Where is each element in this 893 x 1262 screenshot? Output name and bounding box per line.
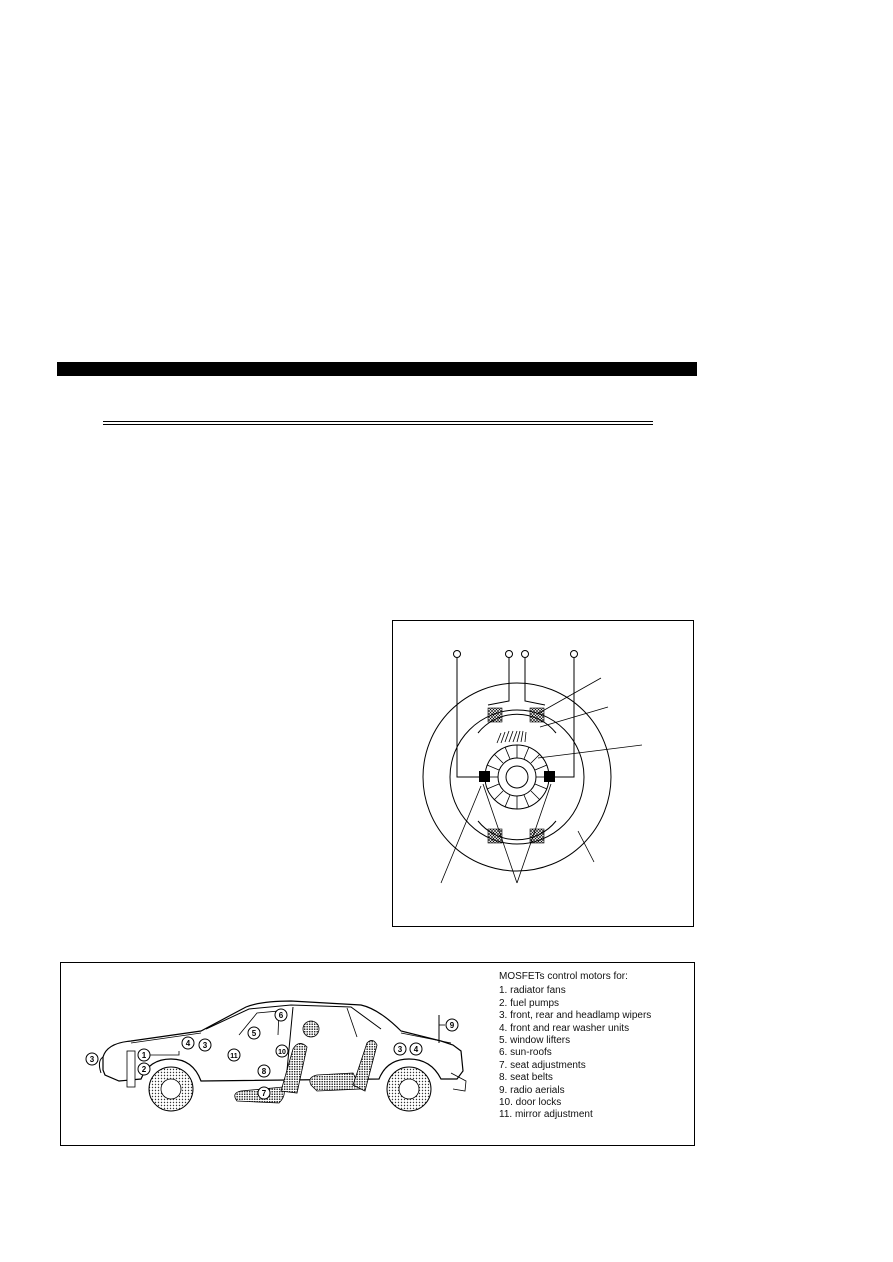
car-mosfet-motors-figure xyxy=(60,962,695,1146)
callout-11-label: 11 xyxy=(230,1053,238,1060)
callout-9 xyxy=(446,1019,458,1031)
rear-seat-base xyxy=(310,1073,361,1091)
callout-6 xyxy=(275,1009,287,1021)
callout-3-rear xyxy=(394,1043,406,1055)
legend-item: 9. radio aerials xyxy=(499,1084,565,1096)
callout-5-label: 5 xyxy=(251,1029,257,1038)
legend-item: 5. window lifters xyxy=(499,1035,571,1047)
legend-item: 2. fuel pumps xyxy=(499,997,560,1009)
callout-8 xyxy=(258,1065,270,1077)
housing-outer xyxy=(423,683,611,871)
callout-3-front-label: 3 xyxy=(89,1055,95,1064)
callout-11 xyxy=(228,1049,240,1061)
callout-6-label: 6 xyxy=(278,1011,284,1020)
callout-9-label: 9 xyxy=(449,1021,455,1030)
callout-3-rear-label: 3 xyxy=(397,1045,403,1054)
callout-2-label: 2 xyxy=(141,1065,147,1074)
callout-8-label: 8 xyxy=(261,1067,267,1076)
callout-1 xyxy=(138,1049,150,1061)
headrest xyxy=(303,1021,319,1037)
dc-motor-cross-section-figure xyxy=(392,620,694,927)
terminal-2 xyxy=(506,651,513,658)
callout-3-mid xyxy=(199,1039,211,1051)
legend-item: 8. seat belts xyxy=(499,1072,553,1084)
callout-5 xyxy=(248,1027,260,1039)
callout-7 xyxy=(258,1087,270,1099)
shaft xyxy=(506,766,528,788)
section-header-bar xyxy=(57,362,697,376)
legend-item: 1. radiator fans xyxy=(499,985,566,997)
motor-diagram xyxy=(393,621,695,928)
callout-3-mid-label: 3 xyxy=(202,1041,208,1050)
legend-item: 6. sun-roofs xyxy=(499,1047,552,1059)
callout-2 xyxy=(138,1063,150,1075)
callout-4-rear-label: 4 xyxy=(413,1045,419,1054)
callout-3-front xyxy=(86,1053,98,1065)
mosfet-motor-legend xyxy=(499,971,689,1122)
terminal-3 xyxy=(522,651,529,658)
legend-list xyxy=(499,985,689,1121)
legend-item: 10. door locks xyxy=(499,1097,562,1109)
brush-right xyxy=(544,771,555,782)
legend-item: 3. front, rear and headlamp wipers xyxy=(499,1010,652,1022)
callout-10 xyxy=(276,1045,288,1057)
terminal-4 xyxy=(571,651,578,658)
callout-10-label: 10 xyxy=(278,1049,286,1056)
legend-title: MOSFETs control motors for: xyxy=(499,971,628,982)
legend-item: 4. front and rear washer units xyxy=(499,1022,630,1034)
field-coil-top-right xyxy=(530,708,544,722)
legend-item: 7. seat adjustments xyxy=(499,1059,586,1071)
callout-4-front-label: 4 xyxy=(185,1039,191,1048)
legend-item: 11. mirror adjustment xyxy=(499,1109,593,1121)
title-underline xyxy=(103,421,653,425)
field-coil-bottom-left xyxy=(488,829,502,843)
callout-7-label: 7 xyxy=(261,1089,267,1098)
callout-4-rear xyxy=(410,1043,422,1055)
car-illustration xyxy=(61,963,496,1147)
terminal-1 xyxy=(454,651,461,658)
callout-1-label: 1 xyxy=(141,1051,147,1060)
callout-4-front xyxy=(182,1037,194,1049)
brush-left xyxy=(479,771,490,782)
